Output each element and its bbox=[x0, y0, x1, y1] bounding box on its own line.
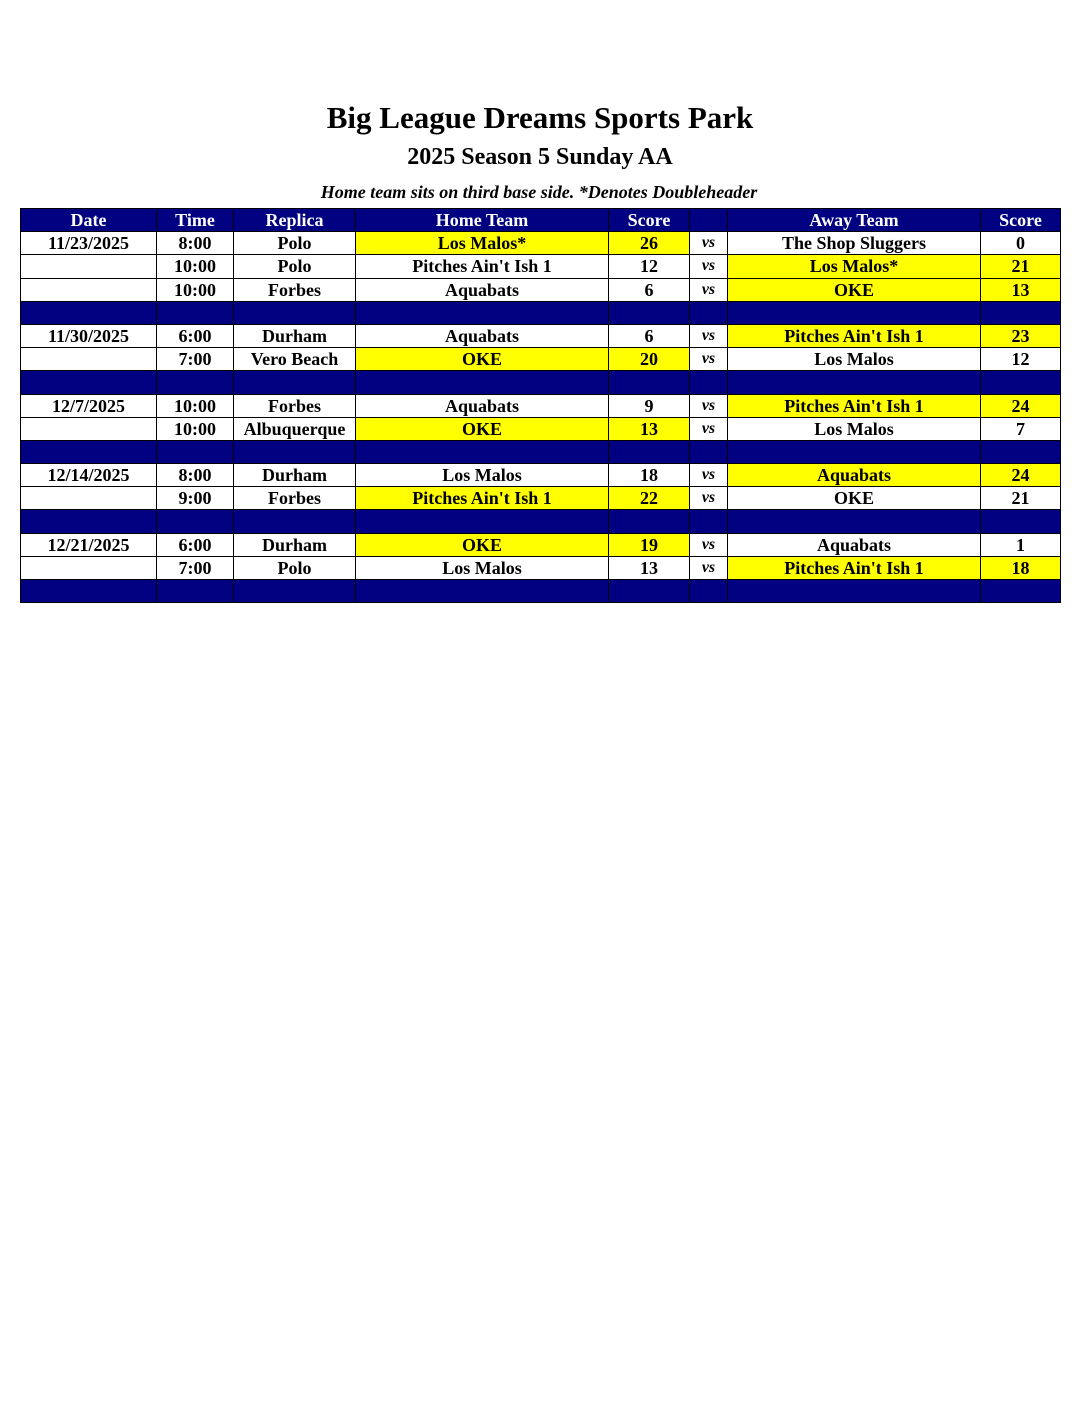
spacer-cell bbox=[157, 440, 234, 463]
home-score-cell: 20 bbox=[609, 348, 690, 371]
header-time: Time bbox=[157, 209, 234, 232]
home-score-cell: 13 bbox=[609, 556, 690, 579]
time-cell: 7:00 bbox=[157, 348, 234, 371]
home-team-cell: Pitches Ain't Ish 1 bbox=[356, 487, 609, 510]
time-cell: 8:00 bbox=[157, 232, 234, 255]
spacer-cell bbox=[609, 371, 690, 394]
spacer-cell bbox=[157, 580, 234, 603]
vs-cell: vs bbox=[690, 232, 728, 255]
away-score-cell: 24 bbox=[981, 464, 1061, 487]
date-cell bbox=[21, 556, 157, 579]
date-cell: 12/21/2025 bbox=[21, 533, 157, 556]
replica-cell: Forbes bbox=[234, 394, 356, 417]
home-score-cell: 13 bbox=[609, 417, 690, 440]
spacer-cell bbox=[157, 301, 234, 324]
vs-cell: vs bbox=[690, 464, 728, 487]
spacer-cell bbox=[690, 580, 728, 603]
away-team-cell: The Shop Sluggers bbox=[728, 232, 981, 255]
away-score-cell: 21 bbox=[981, 255, 1061, 278]
spacer-row bbox=[21, 510, 1061, 533]
away-team-cell: Los Malos bbox=[728, 417, 981, 440]
home-team-cell: Los Malos bbox=[356, 556, 609, 579]
spacer-cell bbox=[981, 301, 1061, 324]
away-score-cell: 13 bbox=[981, 278, 1061, 301]
replica-cell: Forbes bbox=[234, 487, 356, 510]
vs-cell: vs bbox=[690, 278, 728, 301]
spacer-cell bbox=[157, 510, 234, 533]
spacer-cell bbox=[609, 510, 690, 533]
away-team-cell: OKE bbox=[728, 487, 981, 510]
replica-cell: Polo bbox=[234, 556, 356, 579]
date-cell bbox=[21, 255, 157, 278]
spacer-cell bbox=[234, 301, 356, 324]
home-score-cell: 18 bbox=[609, 464, 690, 487]
table-row bbox=[21, 348, 1061, 371]
spacer-cell bbox=[21, 580, 157, 603]
spacer-cell bbox=[728, 580, 981, 603]
spacer-cell bbox=[981, 371, 1061, 394]
header-row bbox=[21, 209, 1061, 232]
home-score-cell: 19 bbox=[609, 533, 690, 556]
time-cell: 10:00 bbox=[157, 394, 234, 417]
schedule-body bbox=[21, 232, 1061, 603]
schedule-table bbox=[20, 208, 1061, 603]
spacer-cell bbox=[609, 301, 690, 324]
spacer-cell bbox=[157, 371, 234, 394]
home-team-cell: OKE bbox=[356, 533, 609, 556]
spacer-cell bbox=[356, 440, 609, 463]
table-row bbox=[21, 487, 1061, 510]
header-vs bbox=[690, 209, 728, 232]
spacer-row bbox=[21, 440, 1061, 463]
page-title: Big League Dreams Sports Park bbox=[326, 100, 754, 135]
home-team-cell: Aquabats bbox=[356, 394, 609, 417]
vs-cell: vs bbox=[690, 255, 728, 278]
table-row bbox=[21, 556, 1061, 579]
vs-cell: vs bbox=[690, 417, 728, 440]
home-score-cell: 22 bbox=[609, 487, 690, 510]
header-replica: Replica bbox=[234, 209, 356, 232]
away-score-cell: 1 bbox=[981, 533, 1061, 556]
home-team-cell: Los Malos bbox=[356, 464, 609, 487]
header-date: Date bbox=[21, 209, 157, 232]
home-score-cell: 12 bbox=[609, 255, 690, 278]
away-team-cell: Los Malos bbox=[728, 348, 981, 371]
header-away-team: Away Team bbox=[728, 209, 981, 232]
time-cell: 9:00 bbox=[157, 487, 234, 510]
spacer-cell bbox=[690, 301, 728, 324]
header-home-score: Score bbox=[609, 209, 690, 232]
date-cell bbox=[21, 348, 157, 371]
table-row bbox=[21, 394, 1061, 417]
spacer-cell bbox=[234, 371, 356, 394]
replica-cell: Durham bbox=[234, 533, 356, 556]
table-row bbox=[21, 464, 1061, 487]
time-cell: 10:00 bbox=[157, 255, 234, 278]
home-team-cell: Aquabats bbox=[356, 324, 609, 347]
replica-cell: Polo bbox=[234, 232, 356, 255]
away-score-cell: 18 bbox=[981, 556, 1061, 579]
away-team-cell: Aquabats bbox=[728, 533, 981, 556]
spacer-cell bbox=[356, 510, 609, 533]
date-cell bbox=[21, 278, 157, 301]
date-cell bbox=[21, 417, 157, 440]
date-cell: 12/14/2025 bbox=[21, 464, 157, 487]
spacer-cell bbox=[234, 510, 356, 533]
home-score-cell: 26 bbox=[609, 232, 690, 255]
replica-cell: Forbes bbox=[234, 278, 356, 301]
spacer-cell bbox=[690, 440, 728, 463]
table-row bbox=[21, 417, 1061, 440]
spacer-row bbox=[21, 580, 1061, 603]
time-cell: 8:00 bbox=[157, 464, 234, 487]
spacer-cell bbox=[609, 440, 690, 463]
spacer-cell bbox=[981, 580, 1061, 603]
vs-cell: vs bbox=[690, 487, 728, 510]
schedule-note: Home team sits on third base side. *Denotes Doubleheader bbox=[320, 182, 758, 202]
away-team-cell: OKE bbox=[728, 278, 981, 301]
spacer-row bbox=[21, 301, 1061, 324]
spacer-row bbox=[21, 371, 1061, 394]
time-cell: 10:00 bbox=[157, 417, 234, 440]
spacer-cell bbox=[234, 440, 356, 463]
spacer-cell bbox=[728, 440, 981, 463]
time-cell: 10:00 bbox=[157, 278, 234, 301]
away-score-cell: 0 bbox=[981, 232, 1061, 255]
table-row bbox=[21, 278, 1061, 301]
spacer-cell bbox=[356, 371, 609, 394]
spacer-cell bbox=[21, 510, 157, 533]
vs-cell: vs bbox=[690, 556, 728, 579]
vs-cell: vs bbox=[690, 324, 728, 347]
replica-cell: Vero Beach bbox=[234, 348, 356, 371]
time-cell: 6:00 bbox=[157, 324, 234, 347]
home-team-cell: OKE bbox=[356, 417, 609, 440]
spacer-cell bbox=[234, 580, 356, 603]
spacer-cell bbox=[21, 440, 157, 463]
spacer-cell bbox=[21, 371, 157, 394]
spacer-cell bbox=[981, 510, 1061, 533]
spacer-cell bbox=[690, 371, 728, 394]
home-team-cell: OKE bbox=[356, 348, 609, 371]
spacer-cell bbox=[356, 580, 609, 603]
spacer-cell bbox=[21, 301, 157, 324]
spacer-cell bbox=[981, 440, 1061, 463]
date-cell bbox=[21, 487, 157, 510]
away-team-cell: Pitches Ain't Ish 1 bbox=[728, 394, 981, 417]
table-row bbox=[21, 255, 1061, 278]
time-cell: 6:00 bbox=[157, 533, 234, 556]
spacer-cell bbox=[728, 510, 981, 533]
vs-cell: vs bbox=[690, 533, 728, 556]
replica-cell: Durham bbox=[234, 464, 356, 487]
date-cell: 12/7/2025 bbox=[21, 394, 157, 417]
table-row bbox=[21, 324, 1061, 347]
away-score-cell: 21 bbox=[981, 487, 1061, 510]
vs-cell: vs bbox=[690, 348, 728, 371]
away-score-cell: 24 bbox=[981, 394, 1061, 417]
away-score-cell: 23 bbox=[981, 324, 1061, 347]
home-team-cell: Los Malos* bbox=[356, 232, 609, 255]
date-cell: 11/23/2025 bbox=[21, 232, 157, 255]
home-score-cell: 6 bbox=[609, 278, 690, 301]
away-team-cell: Pitches Ain't Ish 1 bbox=[728, 324, 981, 347]
away-team-cell: Aquabats bbox=[728, 464, 981, 487]
header-home-team: Home Team bbox=[356, 209, 609, 232]
home-score-cell: 6 bbox=[609, 324, 690, 347]
away-score-cell: 12 bbox=[981, 348, 1061, 371]
date-cell: 11/30/2025 bbox=[21, 324, 157, 347]
replica-cell: Polo bbox=[234, 255, 356, 278]
replica-cell: Durham bbox=[234, 324, 356, 347]
away-team-cell: Pitches Ain't Ish 1 bbox=[728, 556, 981, 579]
spacer-cell bbox=[690, 510, 728, 533]
spacer-cell bbox=[728, 301, 981, 324]
home-team-cell: Pitches Ain't Ish 1 bbox=[356, 255, 609, 278]
vs-cell: vs bbox=[690, 394, 728, 417]
table-row bbox=[21, 232, 1061, 255]
home-score-cell: 9 bbox=[609, 394, 690, 417]
header-away-score: Score bbox=[981, 209, 1061, 232]
home-team-cell: Aquabats bbox=[356, 278, 609, 301]
spacer-cell bbox=[609, 580, 690, 603]
table-row bbox=[21, 533, 1061, 556]
away-score-cell: 7 bbox=[981, 417, 1061, 440]
page-subtitle: 2025 Season 5 Sunday AA bbox=[407, 144, 673, 170]
replica-cell: Albuquerque bbox=[234, 417, 356, 440]
away-team-cell: Los Malos* bbox=[728, 255, 981, 278]
spacer-cell bbox=[728, 371, 981, 394]
spacer-cell bbox=[356, 301, 609, 324]
time-cell: 7:00 bbox=[157, 556, 234, 579]
